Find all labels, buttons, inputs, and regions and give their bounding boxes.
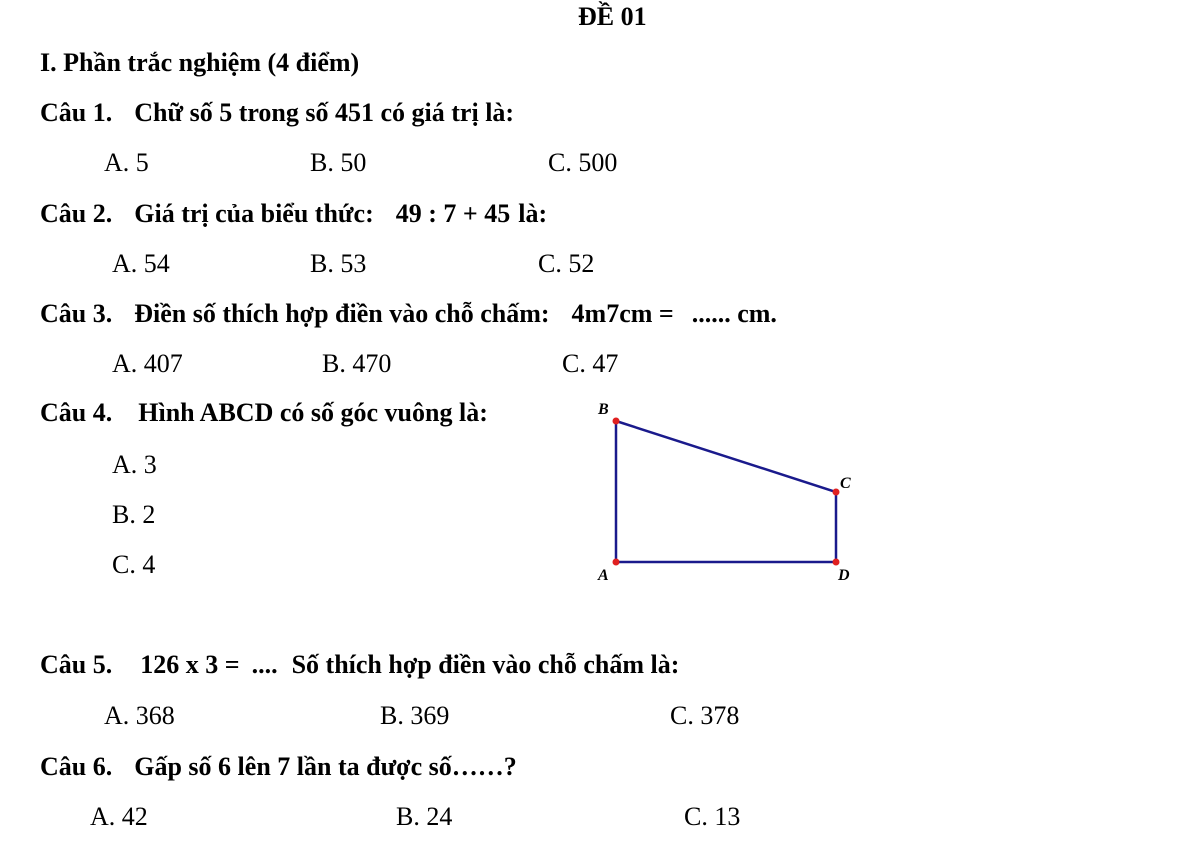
math-expression: 49 : 7 + 45: [395, 199, 511, 228]
answer-option[interactable]: A. 54: [112, 249, 170, 278]
answer-option[interactable]: A. 42: [90, 802, 148, 831]
answer-option[interactable]: A. 3: [112, 450, 157, 479]
question-number: Câu 1.: [40, 98, 113, 127]
question-3: [40, 299, 777, 329]
question-text: Giá trị của biểu thức:: [134, 199, 374, 228]
question-text: Gấp số 6 lên 7 lần ta được số……?: [134, 752, 517, 781]
question-text-suffix: là:: [518, 199, 548, 228]
answer-option[interactable]: C. 500: [548, 148, 618, 177]
answer-option[interactable]: C. 378: [670, 701, 740, 730]
answer-option[interactable]: A. 368: [104, 701, 175, 730]
vertex-d: [833, 559, 840, 566]
question-1: [40, 98, 514, 128]
answer-option[interactable]: B. 369: [380, 701, 450, 730]
answer-option[interactable]: B. 53: [310, 249, 367, 278]
vertex-b: [613, 418, 620, 425]
question-text: Hình ABCD có số góc vuông là:: [138, 398, 488, 427]
question-4: [40, 398, 524, 432]
question-text-suffix: Số thích hợp điền vào chỗ chấm là:: [291, 650, 680, 679]
page-title: ĐỀ 01: [578, 2, 647, 31]
quadrilateral-abcd-figure: [590, 398, 870, 588]
answer-option[interactable]: C. 47: [562, 349, 619, 378]
answer-option[interactable]: B. 50: [310, 148, 367, 177]
vertex-a: [613, 559, 620, 566]
vertex-c: [833, 489, 840, 496]
answer-option[interactable]: B. 470: [322, 349, 392, 378]
answer-option[interactable]: C. 52: [538, 249, 595, 278]
answer-option[interactable]: A. 407: [112, 349, 183, 378]
answer-option[interactable]: C. 13: [684, 802, 741, 831]
label-c: C: [840, 475, 851, 492]
question-number: Câu 3.: [40, 299, 113, 328]
question-number: Câu 4.: [40, 398, 113, 427]
question-number: Câu 2.: [40, 199, 113, 228]
quadrilateral-outline: [616, 421, 836, 562]
math-expression: 126 x 3 =: [140, 650, 240, 679]
question-text: Chữ số 5 trong số 451 có giá trị là:: [134, 98, 515, 127]
section-heading: I. Phần trắc nghiệm (4 điểm): [40, 48, 360, 77]
question-2: [40, 199, 547, 229]
math-expression: 4m7cm =: [571, 299, 674, 328]
question-text: Điền số thích hợp điền vào chỗ chấm:: [134, 299, 550, 328]
question-number: Câu 5.: [40, 650, 113, 679]
question-number: Câu 6.: [40, 752, 113, 781]
question-5: [40, 650, 679, 680]
question-6: [40, 752, 517, 782]
label-d: D: [838, 567, 850, 584]
answer-option[interactable]: B. 24: [396, 802, 453, 831]
answer-option[interactable]: A. 5: [104, 148, 149, 177]
answer-option[interactable]: B. 2: [112, 500, 156, 529]
label-a: A: [598, 567, 609, 584]
fill-dots: ....: [251, 650, 278, 679]
label-b: B: [598, 401, 609, 418]
answer-option[interactable]: C. 4: [112, 550, 156, 579]
question-text-suffix: ...... cm.: [691, 299, 777, 328]
